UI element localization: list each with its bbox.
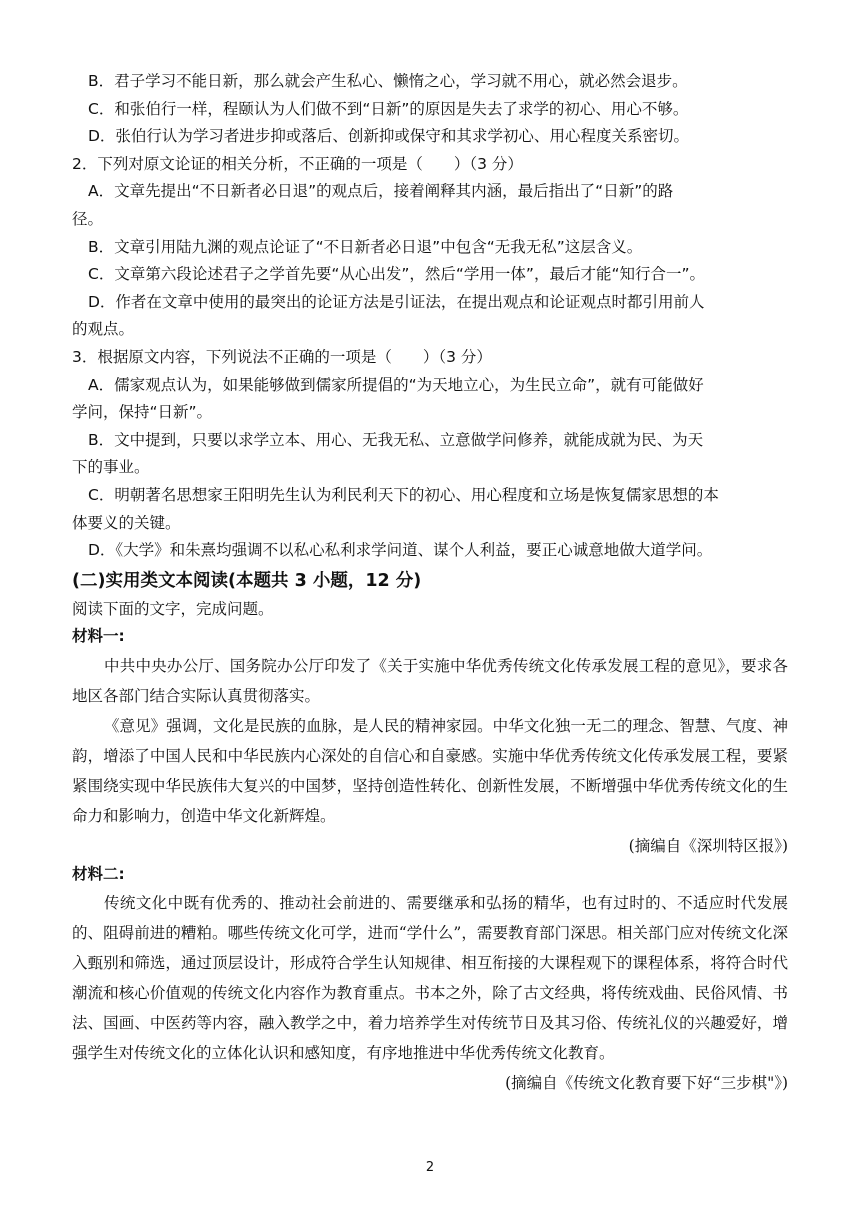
q3-option-c-line2: 体要义的关键。 xyxy=(72,513,181,532)
material2-paragraph-1: 传统文化中既有优秀的、推动社会前进的、需要继承和弘扬的精华，也有过时的、不适应时代发展的、阻碍前进的糟粕。哪些传统文化可学，进而“学什么”，需要教育部门深思。相关部门应对传统文化深入甄别和筛选，通过顶层设计，形成符合学生认知规律、相互衔接的大课程观下的课程体系，将符合时代潮流和核心价值观的传统文化内容作为教育重点。书本之外，除了古文经典，将传统戏曲、民俗风情、书法、国画、中医药等内容，融入教学之中，着力培养学生对传统节日及其习俗、传统礼仪的兴趣爱好，增强学生对传统文化的立体化认识和感知度，有序地推进中华优秀传统文化教育。 xyxy=(72,894,788,1063)
section-instruction: 阅读下面的文字，完成问题。 xyxy=(72,599,274,618)
q2-option-a-line1: A．文章先提出“不日新者必日退”的观点后，接着阐释其内涵，最后指出了“日新”的路 xyxy=(88,182,674,201)
q2-option-b: B．文章引用陆九渊的观点论证了“不日新者必日退”中包含“无我无私”这层含义。 xyxy=(88,237,643,256)
q2-option-a-line2: 径。 xyxy=(72,209,104,228)
q2-option-d-line1: D．作者在文章中使用的最突出的论证方法是引证法，在提出观点和论证观点时都引用前人 xyxy=(88,292,705,311)
q3-stem: 3．根据原文内容，下列说法不正确的一项是（ ）（3 分） xyxy=(72,347,492,366)
material2-label: 材料二: xyxy=(72,864,125,883)
q1-option-c: C．和张伯行一样，程颐认为人们做不到“日新”的原因是失去了求学的初心、用心不够。 xyxy=(88,99,689,118)
page-number: 2 xyxy=(425,1160,435,1175)
material1-paragraph-1: 中共中央办公厅、国务院办公厅印发了《关于实施中华优秀传统文化传承发展工程的意见》，要求各地区各部门结合实际认真贯彻落实。 xyxy=(72,656,788,705)
q2-stem: 2．下列对原文论证的相关分析，不正确的一项是（ ）（3 分） xyxy=(72,154,523,173)
q2-option-c: C．文章第六段论述君子之学首先要“从心出发”，然后“学用一体”，最后才能“知行合一”。 xyxy=(88,265,706,284)
q3-option-a-line1: A．儒家观点认为，如果能够做到儒家所提倡的“为天地立心，为生民立命”，就有可能做好 xyxy=(88,375,704,394)
q1-option-b: B．君子学习不能日新，那么就会产生私心、懒惰之心，学习就不用心，就必然会退步。 xyxy=(88,72,688,90)
q3-option-a-line2: 学问，保持“日新”。 xyxy=(72,403,213,422)
material1-label: 材料一: xyxy=(72,627,125,646)
q3-option-d: D．《大学》和朱熹均强调不以私心私利求学问道、谋个人利益，要正心诚意地做大道学问。 xyxy=(88,541,713,560)
q3-option-b-line1: B．文中提到，只要以求学立本、用心、无我无私、立意做学问修养，就能成就为民、为天 xyxy=(88,430,704,449)
q1-option-d: D．张伯行认为学习者进步抑或落后、创新抑或保守和其求学初心、用心程度关系密切。 xyxy=(88,127,689,146)
q2-option-d-line2: 的观点。 xyxy=(72,320,135,339)
material1-paragraph-2: 《意见》强调，文化是民族的血脉，是人民的精神家园。中华文化独一无二的理念、智慧、气度、神韵，增添了中国人民和中华民族内心深处的自信心和自豪感。实施中华优秀传统文化传承发展工程，要紧紧围绕实现中华民族伟大复兴的中国梦，坚持创造性转化、创新性发展，不断增强中华优秀传统文化的生命力和影响力，创造中华文化新辉煌。 xyxy=(72,716,788,825)
material1-source: (摘编自《深圳特区报》) xyxy=(628,836,788,855)
q3-option-b-line2: 下的事业。 xyxy=(72,458,150,477)
material2-source: (摘编自《传统文化教育要下好“三步棋"》) xyxy=(505,1074,788,1093)
section-title: (二)实用类文本阅读(本题共 3 小题，12 分) xyxy=(72,570,422,591)
q3-option-c-line1: C．明朝著名思想家王阳明先生认为利民利天下的初心、用心程度和立场是恢复儒家思想的本 xyxy=(88,485,719,504)
